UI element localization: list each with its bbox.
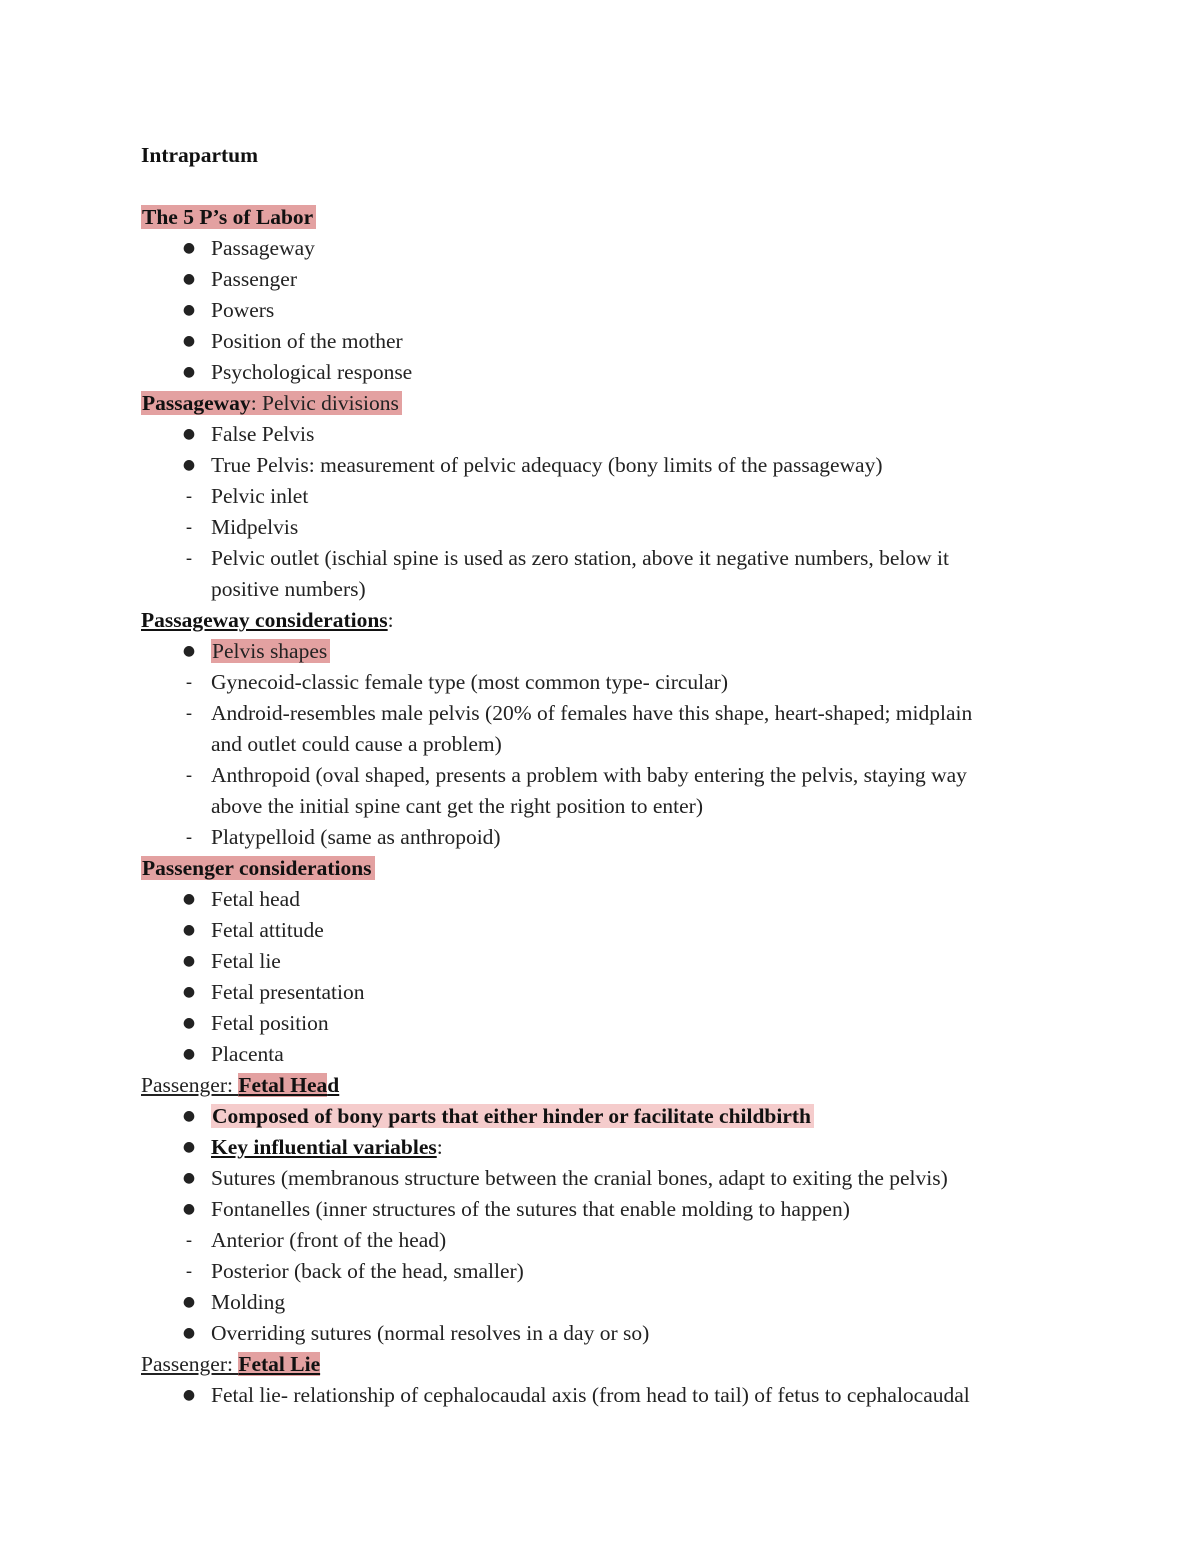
list-item-text: Gynecoid-classic female type (most common type- circular) <box>211 670 728 694</box>
list-item: ● Pelvis shapes <box>141 636 1061 667</box>
list-item-text: Passageway <box>211 236 315 260</box>
list-item-text: Powers <box>211 298 275 322</box>
list-item-text: Fetal head <box>211 887 300 911</box>
list-item-text: Position of the mother <box>211 329 403 353</box>
list-item-continuation: and outlet could cause a problem) <box>211 732 502 756</box>
list-item <box>141 1039 1061 1070</box>
list-item <box>141 419 1061 450</box>
list-item <box>141 1163 1061 1194</box>
list-item-text: Fetal presentation <box>211 980 365 1004</box>
list-item-text: Fetal lie <box>211 949 281 973</box>
list-item <box>141 977 1061 1008</box>
list-item-text: Placenta <box>211 1042 284 1066</box>
bullet-icon: ● <box>182 240 196 256</box>
list-item-text: Psychological response <box>211 360 413 384</box>
list-item-text: Anterior (front of the head) <box>211 1228 447 1252</box>
bullet-icon: ● <box>182 1170 196 1186</box>
list-item-text: False Pelvis <box>211 422 315 446</box>
dash-icon: - <box>185 1261 193 1282</box>
list-item-continuation: positive numbers) <box>211 577 366 601</box>
list-item <box>141 1380 1061 1411</box>
dash-icon: - <box>185 1230 193 1251</box>
list-item-text: Sutures (membranous structure between the cranial bones, adapt to exiting the pelvis) <box>211 1166 948 1190</box>
list-item <box>141 1318 1061 1349</box>
list-item-text: Anthropoid (oval shaped, presents a problem with baby entering the pelvis, staying way <box>211 763 967 787</box>
dash-icon: - <box>185 703 193 724</box>
bullet-icon: ● <box>182 457 196 473</box>
list-item <box>141 1225 1061 1256</box>
list-item <box>141 915 1061 946</box>
bullet-icon: ● <box>182 984 196 1000</box>
list-item-text: Midpelvis <box>211 515 299 539</box>
list-item <box>141 884 1061 915</box>
list-item-text: Fetal lie- relationship of cephalocaudal axis (from head to tail) of fetus to cephalocaudal <box>211 1383 970 1407</box>
bullet-icon: ● <box>182 1015 196 1031</box>
list-item-text: True Pelvis: measurement of pelvic adequacy (bony limits of the passageway) <box>211 453 883 477</box>
list-item <box>141 667 1061 698</box>
section-heading-fetal-lie: Passenger: Fetal Lie <box>141 1352 321 1376</box>
list-item <box>141 450 1061 481</box>
dash-icon: - <box>185 765 193 786</box>
list-item <box>141 698 1061 729</box>
list-item <box>141 1194 1061 1225</box>
dash-icon: - <box>185 517 193 538</box>
list-pelvis-shapes <box>141 667 1061 853</box>
list-5ps <box>141 233 1061 388</box>
section-heading-fetal-head: Passenger: Fetal Head <box>141 1073 340 1097</box>
list-item <box>141 326 1061 357</box>
list-item <box>141 481 1061 512</box>
list-item-text: Pelvic inlet <box>211 484 309 508</box>
list-item-text: Android-resembles male pelvis (20% of females have this shape, heart-shaped; midplain <box>211 701 973 725</box>
list-item-text: Molding <box>211 1290 286 1314</box>
bullet-icon: ● <box>182 1139 196 1155</box>
bullet-icon: ● <box>182 364 196 380</box>
bullet-icon: ● <box>182 302 196 318</box>
bullet-icon: ● <box>182 922 196 938</box>
list-item <box>141 1008 1061 1039</box>
bullet-icon: ● <box>182 333 196 349</box>
list-item-text: Platypelloid (same as anthropoid) <box>211 825 501 849</box>
bullet-icon: ● <box>182 1325 196 1341</box>
dash-icon: - <box>185 672 193 693</box>
section-heading-passenger-considerations: Passenger considerations <box>141 853 1061 884</box>
document-content <box>141 140 1061 1411</box>
bullet-icon: ● <box>182 643 196 659</box>
list-item <box>141 1256 1061 1287</box>
bullet-icon: ● <box>182 1046 196 1062</box>
bullet-icon: ● <box>182 1201 196 1217</box>
list-passenger-considerations <box>141 884 1061 1070</box>
dash-icon: - <box>185 827 193 848</box>
list-item-text: Pelvic outlet (ischial spine is used as zero station, above it negative numbers, below it <box>211 546 949 570</box>
list-item <box>141 1287 1061 1318</box>
dash-icon: - <box>185 548 193 569</box>
section-heading-5ps: The 5 P’s of Labor <box>141 202 1061 233</box>
bullet-icon: ● <box>182 426 196 442</box>
list-item <box>141 760 1061 791</box>
bullet-icon: ● <box>182 271 196 287</box>
list-item-text: Fontanelles (inner structures of the sutures that enable molding to happen) <box>211 1197 850 1221</box>
list-item: ● Key influential variables: <box>141 1132 1061 1163</box>
list-item-continuation: above the initial spine cant get the right position to enter) <box>211 794 703 818</box>
list-item <box>141 233 1061 264</box>
list-item-text: Fetal position <box>211 1011 329 1035</box>
list-item <box>141 946 1061 977</box>
list-pelvic-divisions <box>141 419 1061 605</box>
list-item <box>141 357 1061 388</box>
list-item-text: Fetal attitude <box>211 918 324 942</box>
list-item-text: Passenger <box>211 267 297 291</box>
page-title: Intrapartum <box>141 143 259 167</box>
list-item-text: Posterior (back of the head, smaller) <box>211 1259 524 1283</box>
bullet-icon: ● <box>182 1108 196 1124</box>
list-fetal-head <box>141 1163 1061 1349</box>
list-item <box>141 264 1061 295</box>
list-item: ● Composed of bony parts that either hinder or facilitate childbirth <box>141 1101 1061 1132</box>
list-item <box>141 822 1061 853</box>
bullet-icon: ● <box>182 1294 196 1310</box>
list-item <box>141 295 1061 326</box>
list-fetal-lie <box>141 1380 1061 1411</box>
bullet-icon: ● <box>182 891 196 907</box>
section-heading-passageway: Passageway: Pelvic divisions <box>141 388 1061 419</box>
dash-icon: - <box>185 486 193 507</box>
blank-line <box>141 171 1061 202</box>
bullet-icon: ● <box>182 953 196 969</box>
list-item-text: Overriding sutures (normal resolves in a day or so) <box>211 1321 650 1345</box>
section-heading-passageway-considerations: Passageway considerations: <box>141 608 394 632</box>
list-item <box>141 512 1061 543</box>
list-item <box>141 543 1061 574</box>
bullet-icon: ● <box>182 1387 196 1403</box>
